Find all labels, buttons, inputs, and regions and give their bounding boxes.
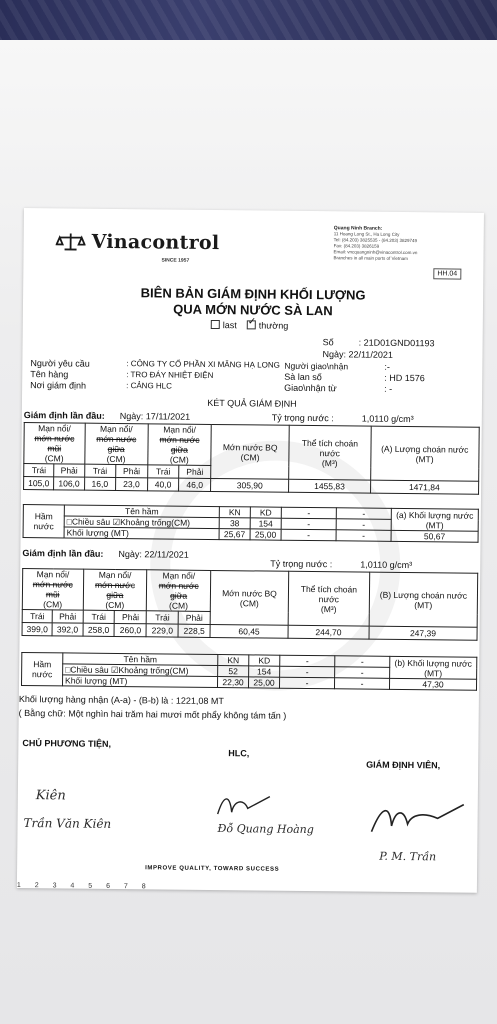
hlc-signature xyxy=(214,790,274,821)
survey2-density-label: Tỷ trọng nước : xyxy=(270,558,333,570)
inspector-signature xyxy=(367,800,467,841)
survey1-date: Ngày: 17/11/2021 xyxy=(119,411,191,422)
document-page xyxy=(17,208,484,893)
requester-label: Người yêu cầu xyxy=(30,358,90,369)
survey2-ballast-table: Hầm nước Tên hầm KN KD - - (b) Khối lượng nước (MT) □Chiều sâu ☑Khoảng trống(CM) 52 154 - - Khối lượng (MT) 22,30 25,00 - - 47,30 xyxy=(21,652,477,691)
survey2-draft-table: Mạn nổi/ mớn nước mũi (CM) Mạn nổi/ mớn nước giữa (CM) Mạn nổi/ mớn nước giữa (CM) Mớn nước BQ (CM) Thể tích choán nước (M³) (B) Lượng choán nước (MT) Trái Phải Trái Phải Trái Phải 399,0 392,0 258,0 260,0 229,0 228,5 60,45 244,70 247,39 xyxy=(22,568,479,641)
goods-value: : TRO ĐÁY NHIỆT ĐIỆN xyxy=(126,370,214,380)
survey1-label: Giám định lần đầu: xyxy=(23,410,105,421)
branch-info: Quang Ninh Branch: 11 Hoang Long St., Ha Long City Tel: (84.203) 3825535 - (84.203) 3829749 Fax: (84.203) 3826159 Email: vncquangninh@vinacontrol.com.vn Branches in all main ports of Vietnam xyxy=(333,225,418,262)
owner-label: CHỦ PHƯƠNG TIỆN, xyxy=(22,738,112,749)
slogan: IMPROVE QUALITY, TOWARD SUCCESS xyxy=(145,865,280,873)
vinacontrol-logo xyxy=(56,230,220,254)
place-value: : CẢNG HLC xyxy=(126,381,172,391)
col-vol: Thể tích choán nước (M³) xyxy=(289,425,371,480)
deliverer-label: Người giao\nhận xyxy=(284,360,349,372)
so-label: Số xyxy=(322,337,334,348)
owner-name: Trần Văn Kiên xyxy=(23,816,112,831)
survey2-density-value: 1,0110 g/cm³ xyxy=(360,559,413,571)
hlc-label: HLC, xyxy=(228,748,250,759)
requester-value: : CÔNG TY CỔ PHẦN XI MĂNG HẠ LONG xyxy=(126,359,280,370)
checkbox-icon xyxy=(211,320,220,329)
place-label: Nơi giám định xyxy=(30,380,87,391)
survey2-date: Ngày: 22/11/2021 xyxy=(118,549,189,560)
scale-icon xyxy=(56,231,86,251)
barge-value: : HD 1576 xyxy=(384,372,425,384)
survey2-label: Giám định lần đầu: xyxy=(22,548,104,559)
col-bq: Mớn nước BQ (CM) xyxy=(211,424,290,479)
date: Ngày: 22/11/2021 xyxy=(322,349,393,360)
col-mui: Mạn nổi/ mớn nước mũi (CM) xyxy=(24,423,85,465)
survey1-ballast-table: Hầm nước Tên hầm KN KD - - (a) Khối lượng nước (MT) □Chiều sâu ☑Khoảng trống(CM) 38 154 - - Khối lượng (MT) 25,67 25,00 - - 50,67 xyxy=(23,504,479,543)
inspector-label: GIÁM ĐỊNH VIÊN, xyxy=(366,759,441,771)
owner-signature: Kiên xyxy=(35,788,66,804)
so-value: : 21D01GND01193 xyxy=(358,337,435,349)
barge-label: Sà lan số xyxy=(284,371,322,383)
from-value: : - xyxy=(384,383,393,394)
ruler-marks: 1 2 3 4 5 6 7 8 xyxy=(16,881,152,891)
logo-text: Vinacontrol xyxy=(91,230,220,255)
hlc-name: Đỗ Quang Hoàng xyxy=(217,822,314,837)
checkbox-checked-icon xyxy=(247,320,256,329)
doc-subtitle: QUA MỚN NƯỚC SÀ LAN xyxy=(173,301,333,319)
doc-title: BIÊN BẢN GIÁM ĐỊNH KHỐI LƯỢNG xyxy=(140,285,366,303)
total-words: ( Bằng chữ: Một nghìn hai trăm hai mươi mốt phẩy không tám tấn ) xyxy=(18,707,287,721)
table-row: 399,0 392,0 258,0 260,0 229,0 228,5 60,45 244,70 247,39 xyxy=(22,623,477,641)
survey1-density-label: Tỷ trọng nước : xyxy=(271,412,334,424)
option-last: last xyxy=(211,320,237,330)
goods-label: Tên hàng xyxy=(30,369,69,380)
inspector-name: P. M. Trần xyxy=(379,849,437,864)
col-giua: Mạn nổi/ mớn nước giữa (CM) xyxy=(84,423,148,465)
total-line: Khối lượng hàng nhận (A-a) - (B-b) là : 1221,08 MT xyxy=(18,693,224,707)
option-normal: ✓ thường xyxy=(247,320,289,330)
from-label: Giao\nhận từ xyxy=(284,382,337,394)
result-title: KÉT QUẢ GIÁM ĐỊNH xyxy=(207,397,297,409)
survey1-density-value: 1,0110 g/cm³ xyxy=(361,413,414,425)
col-res: (A) Lượng choán nước (MT) xyxy=(370,426,479,481)
deliverer-value: :- xyxy=(384,361,390,372)
table-row: 105,0 106,0 16,0 23,0 40,0 46,0 305,90 1455,83 1471,84 xyxy=(24,477,479,495)
type-options xyxy=(211,320,289,331)
col-giua2: Mạn nổi/ mớn nước giữa (CM) xyxy=(148,424,212,466)
logo-since: SINCE 1957 xyxy=(161,257,190,264)
form-code: HH.04 xyxy=(433,268,461,279)
survey1-draft-table: Mạn nổi/ mớn nước mũi (CM) Mạn nổi/ mớn nước giữa (CM) Mạn nổi/ mớn nước giữa (CM) Mớn nước BQ (CM) Thể tích choán nước (M³) (A) Lượng choán nước (MT) Trái Phải Trái Phải Trái Phải 105,0 106,0 16,0 23,0 40,0 46,0 305,90 1455,83 1471,84 xyxy=(23,422,480,495)
